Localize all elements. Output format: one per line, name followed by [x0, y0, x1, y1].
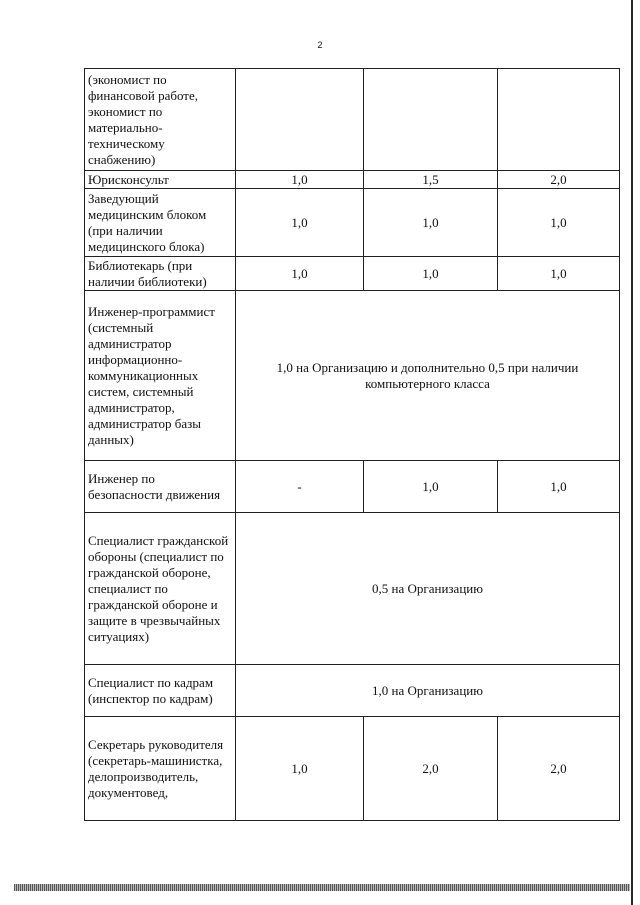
table-row [85, 461, 620, 513]
page-number: 2 [317, 40, 323, 50]
position-name: Юрисконсульт [85, 171, 236, 189]
position-name: Инженер по безопасности движения [85, 461, 236, 513]
merged-value-cell: 1,0 на Организацию [236, 665, 620, 717]
value-cell: 1,0 [236, 717, 364, 821]
scan-border-strip [14, 884, 630, 891]
value-cell: 2,0 [364, 717, 498, 821]
merged-value-cell: 1,0 на Организацию и дополнительно 0,5 при наличии компьютерного класса [236, 291, 620, 461]
value-cell: 1,0 [364, 189, 498, 257]
value-cell: 2,0 [498, 171, 620, 189]
merged-value-cell: 0,5 на Организацию [236, 513, 620, 665]
table-row [85, 513, 620, 665]
table-row [85, 291, 620, 461]
value-cell [364, 69, 498, 171]
position-name: Инженер-программист (системный администратор информационно-коммуникационных систем, системный администратор, администратор базы данных) [85, 291, 236, 461]
value-cell: 1,0 [236, 257, 364, 291]
position-name: (экономист по финансовой работе, экономист по материально-техническому снабжению) [85, 69, 236, 171]
value-cell: 1,0 [498, 461, 620, 513]
value-cell [236, 69, 364, 171]
value-cell: 2,0 [498, 717, 620, 821]
table-row [85, 189, 620, 257]
value-cell: 1,0 [236, 189, 364, 257]
value-cell: 1,0 [364, 461, 498, 513]
value-cell [498, 69, 620, 171]
table-row [85, 665, 620, 717]
value-cell: 1,0 [498, 189, 620, 257]
staffing-table [84, 68, 620, 821]
value-cell: 1,0 [236, 171, 364, 189]
value-cell: 1,5 [364, 171, 498, 189]
value-cell: 1,0 [364, 257, 498, 291]
position-name: Специалист по кадрам (инспектор по кадрам) [85, 665, 236, 717]
value-cell: - [236, 461, 364, 513]
table-row [85, 717, 620, 821]
position-name: Секретарь руководителя (секретарь-машинистка, делопроизводитель, документовед, [85, 717, 236, 821]
position-name: Заведующий медицинским блоком (при наличии медицинского блока) [85, 189, 236, 257]
position-name: Библиотекарь (при наличии библиотеки) [85, 257, 236, 291]
position-name: Специалист гражданской обороны (специалист по гражданской обороне, специалист по гражданской обороне и защите в чрезвычайных ситуациях) [85, 513, 236, 665]
value-cell: 1,0 [498, 257, 620, 291]
table-row [85, 257, 620, 291]
table-row [85, 69, 620, 171]
scan-edge-line [631, 0, 633, 905]
table-row [85, 171, 620, 189]
